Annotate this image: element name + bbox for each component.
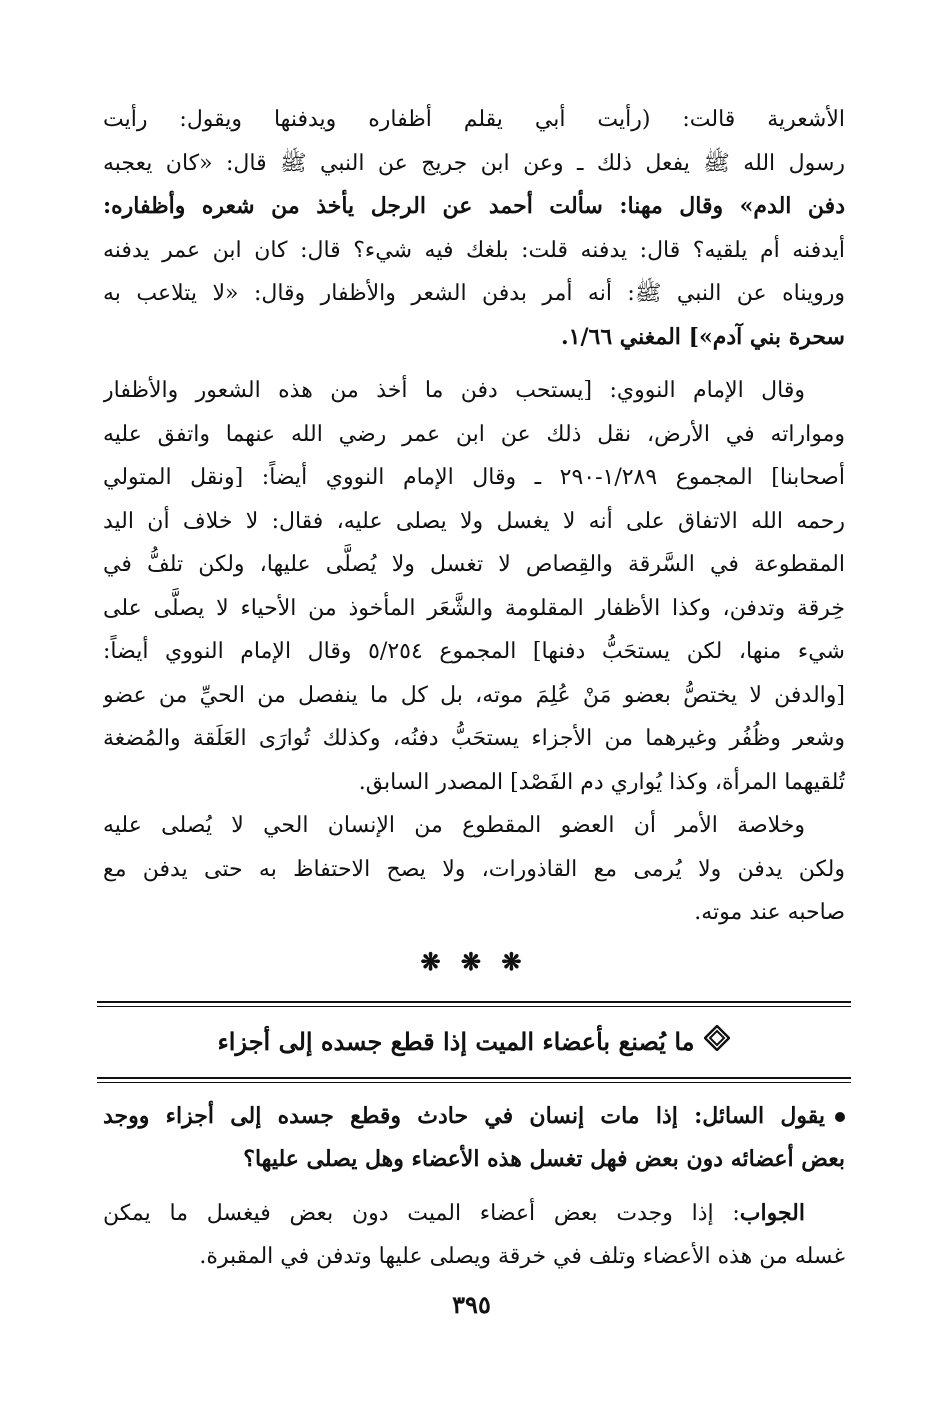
text-line: ورويناه عن النبي ﷺ: أنه أمر بدفن الشعر والأظفار وقال: «لا يتلاعب به: [103, 281, 845, 306]
text-line: خِرقة وتدفن، وكذا الأظفار المقلومة والشَّعَر المأخوذ من الأحياء لا يصلَّى على: [103, 595, 845, 621]
paragraph-3: [103, 804, 845, 935]
section-title: [103, 1007, 845, 1077]
text-line: ومواراته في الأرض، نقل ذلك عن ابن عمر رضي الله عنهما واتفق عليه: [103, 421, 845, 447]
text-line: سحرة بني آدم»] المغني ١/٦٦.: [560, 323, 845, 350]
answer-label: الجواب: [739, 1199, 805, 1226]
answer-line: غسله من هذه الأعضاء وتلف في خرقة ويصلى عليها وتدفن في المقبرة.: [199, 1244, 845, 1269]
text-line: وقال الإمام النووي: [يستحب دفن ما أخذ من هذه الشعور والأظفار: [103, 378, 805, 403]
question: [103, 1095, 845, 1182]
text-line: الأشعرية قالت: (رأيت أبي يقلم أظفاره ويدفنها ويقول: رأيت: [103, 107, 845, 132]
section-separator: ❋ ❋ ❋: [420, 946, 528, 976]
answer-line: [103, 1192, 845, 1236]
question-line: يقول السائل: إذا مات إنسان في حادث وقطع جسده إلى أجزاء ووجد: [103, 1095, 845, 1139]
text-line: رحمه الله الاتفاق على أنه لا يغسل ولا يصلى عليه، فقال: لا خلاف أن اليد: [103, 508, 845, 534]
text-line: أيدفنه أم يلقيه؟ قال: يدفنه قلت: بلغك فيه شيء؟ قال: كان ابن عمر يدفنه: [103, 237, 845, 263]
text-line: رسول الله ﷺ يفعل ذلك ـ وعن ابن جريج عن النبي ﷺ قال: «كان يعجبه: [103, 150, 845, 176]
bullet-icon: [835, 1112, 845, 1122]
text-line: وخلاصة الأمر أن العضو المقطوع من الإنسان الحي لا يُصلى عليه: [103, 813, 805, 838]
text-line: [والدفن لا يختصُّ بعضو مَنْ عُلِمَ موته، بل كل ما ينفصل من الحيِّ من عضو: [103, 682, 845, 708]
text-line: صاحبه عند موته.: [694, 900, 845, 925]
divider-bottom: [97, 1077, 851, 1083]
diamond-icon: [704, 1008, 730, 1078]
text-line: شيء منها، لكن يستحَبُّ دفنها] المجموع ٥/٢٥٤ وقال الإمام النووي أيضاً:: [103, 639, 845, 664]
text-line: أصحابنا] المجموع ١/٢٨٩-٢٩٠ ـ وقال الإمام النووي أيضاً: [ونقل المتولي: [103, 465, 845, 490]
text-line: ولكن يدفن ولا يُرمى مع القاذورات، ولا يصح الاحتفاظ به حتى يدفن مع: [103, 856, 845, 882]
text-line: دفن الدم» وقال مهنا: سألت أحمد عن الرجل يأخذ من شعره وأظفاره:: [103, 193, 845, 219]
answer-text: : إذا وجدت بعض أعضاء الميت دون بعض فيغسل ما يمكن: [103, 1200, 740, 1226]
text-line: وشعر وظُفُر وغيرهما من الأجزاء يستحَبُّ دفنُه، وكذلك تُوارَى العَلَقة والمُضغة: [103, 726, 845, 751]
paragraph-1: [103, 98, 845, 359]
answer: [103, 1192, 845, 1279]
page-number: ٣٩٥: [452, 1290, 491, 1319]
section-title-text: ما يُصنع بأعضاء الميت إذا قطع جسده إلى أجزاء: [217, 1026, 695, 1056]
question-line: بعض أعضائه دون بعض فهل تغسل هذه الأعضاء وهل يصلى عليها؟: [243, 1146, 845, 1172]
paragraph-2: [103, 369, 845, 804]
text-line: تُلقيهما المرأة، وكذا يُواري دم الفَصْد] المصدر السابق.: [358, 769, 845, 795]
text-line: المقطوعة في السَّرقة والقِصاص لا تغسل ولا يُصلَّى عليها، ولكن تلفُّ في: [103, 552, 845, 577]
